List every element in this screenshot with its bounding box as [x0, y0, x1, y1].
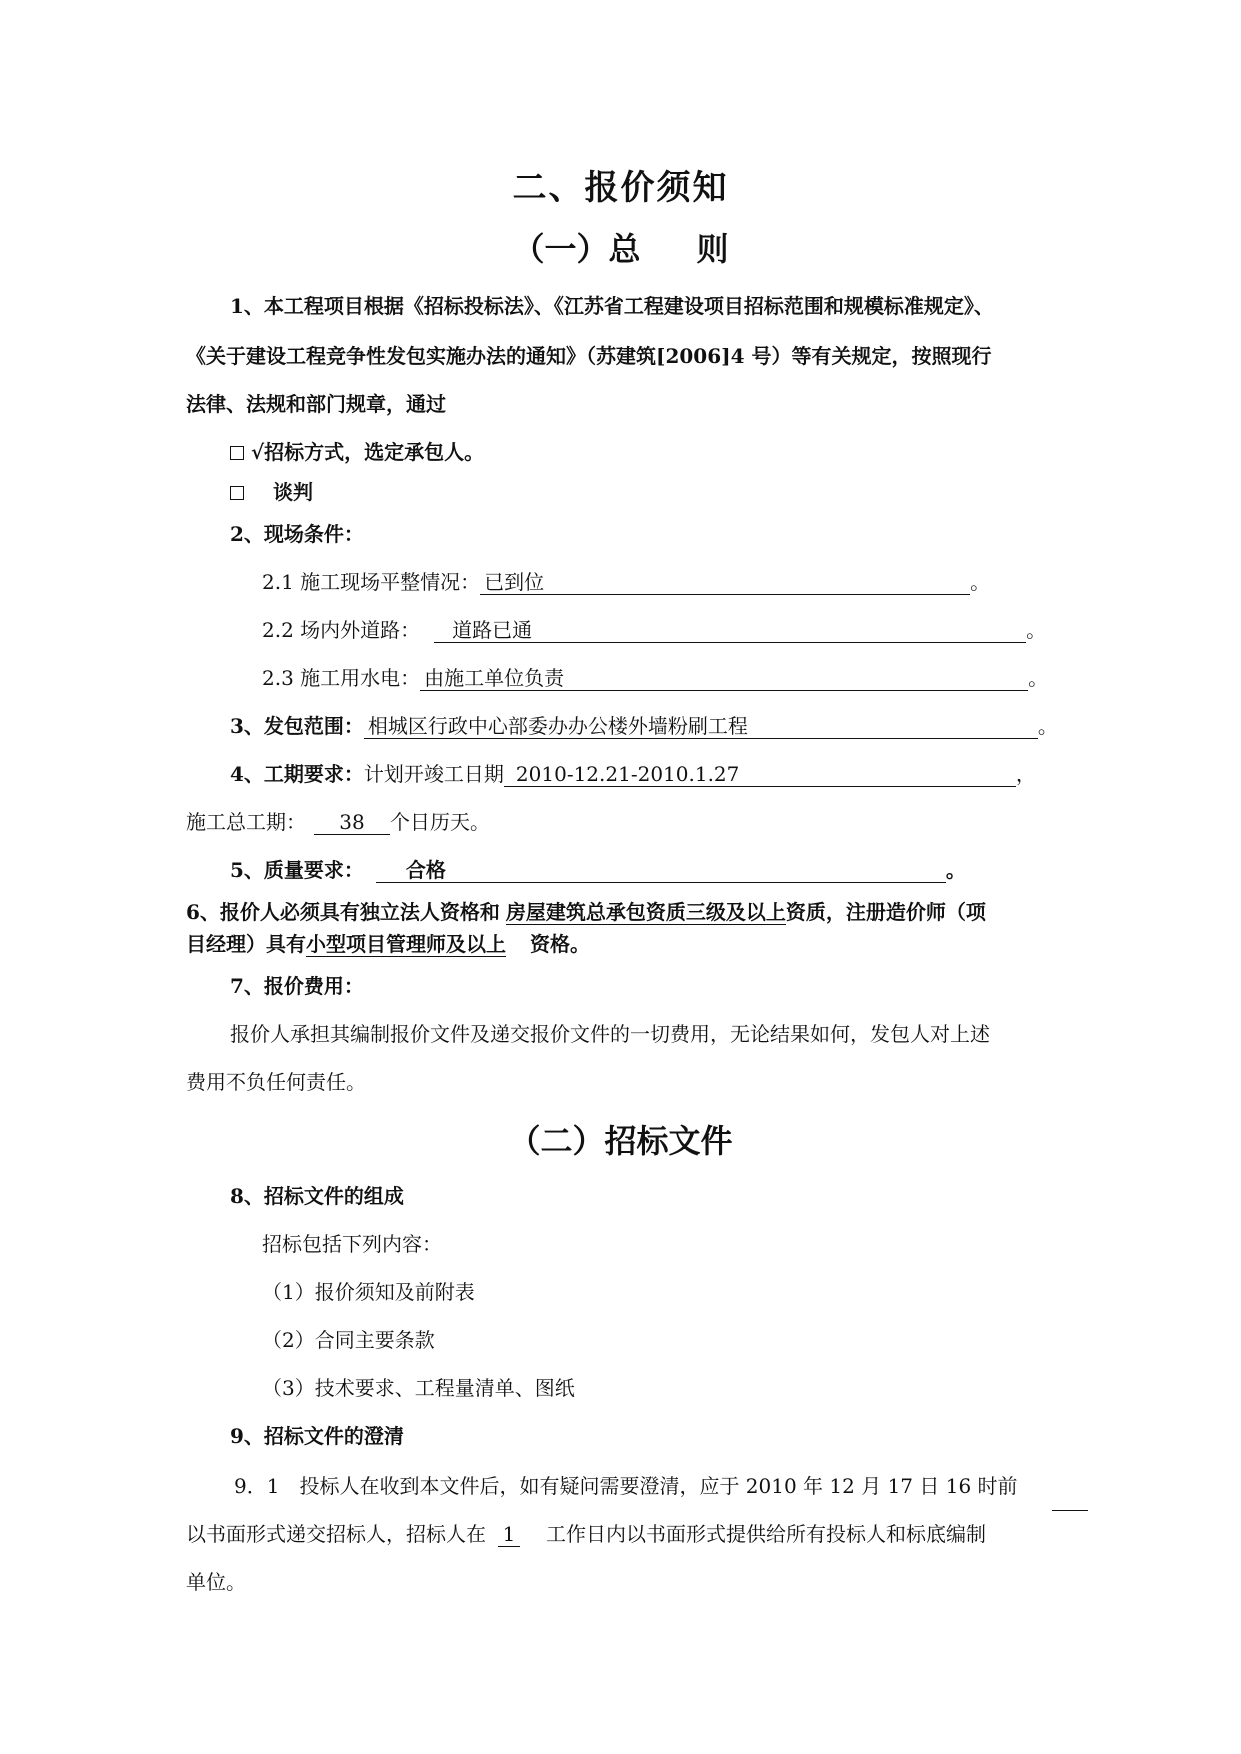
- clause-3-row: [230, 710, 1058, 739]
- schedule-comma: ，: [1015, 762, 1036, 786]
- section-heading-tender-docs: （二）招标文件: [508, 1122, 733, 1160]
- list-item: （1）报价须知及前附表: [262, 1280, 475, 1304]
- site-leveling-label: 2.1 施工现场平整情况：: [262, 570, 481, 594]
- total-duration-label: 施工总工期：: [186, 810, 306, 834]
- clause-9-line-2-post: 工作日内以书面形式提供给所有投标人和标底编制: [546, 1522, 986, 1546]
- clause-6-pre: 6、报价人必须具有独立法人资格和: [186, 900, 500, 924]
- site-roads-label: 2.2 场内外道路：: [262, 618, 421, 642]
- clause-9-line-1: 9．1 投标人在收到本文件后，如有疑问需要澄清，应于 2010 年 12 月 17 日 16 时前: [234, 1474, 1018, 1498]
- site-roads-row: [262, 614, 1046, 643]
- option-negotiation: [230, 476, 313, 505]
- clause-9-line-2-pre: 以书面形式递交招标人，招标人在: [186, 1522, 486, 1546]
- clause-9-line-3: 单位。: [186, 1570, 246, 1594]
- clause-1-line-1: 1、本工程项目根据《招标投标法》、《江苏省工程建设项目招标范围和规模标准规定》、: [230, 294, 994, 318]
- section-heading-part-b: 则: [696, 230, 729, 268]
- option-bidding-label: 招标方式，选定承包人。: [264, 440, 485, 464]
- clause-7-line-1: 报价人承担其编制报价文件及递交报价文件的一切费用，无论结果如何，发包人对上述: [230, 1022, 990, 1046]
- clause-6-line-2-pre: 目经理）具有: [186, 932, 306, 956]
- site-utilities-value: 由施工单位负责: [420, 666, 1028, 691]
- clause-5-end: 。: [945, 858, 966, 882]
- total-duration-unit: 个日历天。: [390, 810, 490, 834]
- checkbox-icon: [230, 446, 244, 460]
- clause-7-line-2: 费用不负任何责任。: [186, 1070, 366, 1094]
- margin-line-mark: [1052, 1510, 1088, 1511]
- clause-5-label: 5、质量要求：: [230, 858, 364, 882]
- contract-scope-value: 相城区行政中心部委办办公楼外墙粉刷工程: [364, 714, 1038, 739]
- section-heading-general: [0, 224, 1241, 270]
- clause-8-title: 8、招标文件的组成: [230, 1184, 404, 1208]
- site-roads-value: 道路已通: [434, 618, 1026, 643]
- section-heading-part-a: （一）总: [512, 230, 641, 268]
- clause-7-title: 7、报价费用：: [230, 974, 364, 998]
- option-bidding: [230, 436, 484, 465]
- total-duration-days: 38: [314, 810, 390, 835]
- site-leveling-value: 已到位: [480, 570, 970, 595]
- clarification-days: 1: [498, 1522, 520, 1547]
- clause-6-mid: 资质，注册造价师（项: [785, 900, 986, 924]
- checkbox-icon: [230, 486, 244, 500]
- quality-value: 合格: [376, 858, 946, 883]
- clause-1-line-3: 法律、法规和部门规章，通过: [186, 392, 446, 416]
- total-duration-row: [186, 806, 490, 835]
- site-utilities-label: 2.3 施工用水电：: [262, 666, 421, 690]
- schedule-pre: 计划开竣工日期: [363, 762, 504, 786]
- site-leveling-row: [262, 566, 990, 595]
- list-item: （2）合同主要条款: [262, 1328, 435, 1352]
- clause-4-label: 4、工期要求：: [230, 762, 364, 786]
- contractor-qualification: 房屋建筑总承包资质三级及以上: [505, 900, 786, 924]
- clause-6-line-2: [186, 928, 590, 957]
- page-title: 二、报价须知: [512, 168, 729, 208]
- clause-9-title: 9、招标文件的澄清: [230, 1424, 404, 1448]
- schedule-dates-value: 2010-12.21-2010.1.27: [504, 762, 1016, 787]
- site-leveling-end: 。: [970, 570, 991, 594]
- site-utilities-row: [262, 662, 1048, 691]
- option-negotiation-label: 谈判: [272, 480, 313, 504]
- clause-6-line-2-end: 资格。: [530, 932, 590, 956]
- clause-4-row: [230, 758, 1036, 787]
- option-bidding-check: √: [250, 440, 265, 464]
- clause-9-line-2: [186, 1518, 986, 1547]
- clause-3-end: 。: [1037, 714, 1058, 738]
- clause-2-title: 2、现场条件：: [230, 522, 364, 546]
- clause-8-intro: 招标包括下列内容：: [262, 1232, 442, 1256]
- clause-3-label: 3、发包范围：: [230, 714, 364, 738]
- site-utilities-end: 。: [1028, 666, 1049, 690]
- list-item: （3）技术要求、工程量清单、图纸: [262, 1376, 575, 1400]
- clause-6-line-1: [186, 896, 986, 925]
- clause-5-row: [230, 854, 966, 883]
- site-roads-end: 。: [1026, 618, 1047, 642]
- project-manager-qualification: 小型项目管理师及以上: [306, 932, 506, 956]
- clause-1-line-2: 《关于建设工程竞争性发包实施办法的通知》（苏建筑[2006]4 号）等有关规定，按照现行: [186, 344, 992, 368]
